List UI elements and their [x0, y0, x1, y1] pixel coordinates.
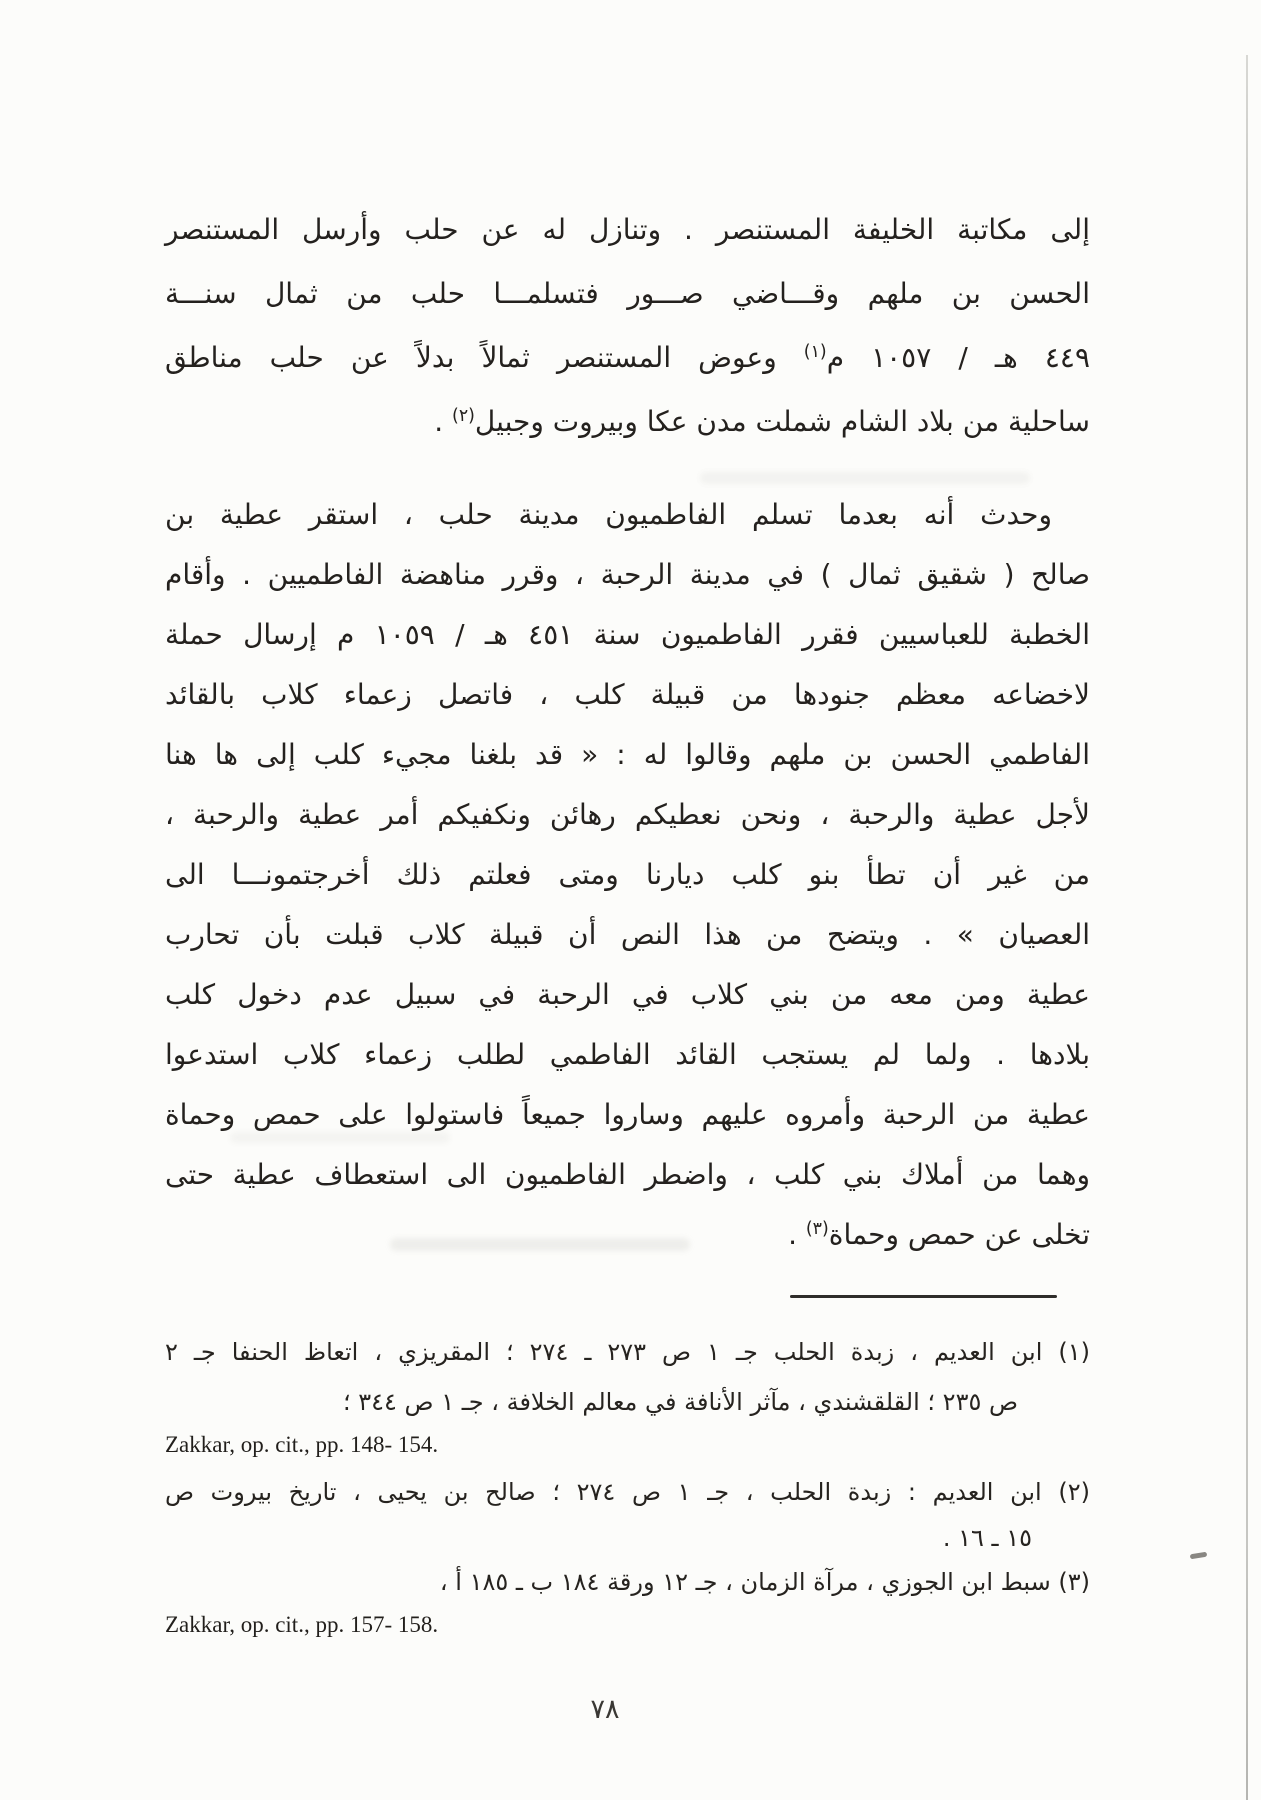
footnote-2-line-1: (٢) ابن العديم : زبدة الحلب ، جـ ١ ص ٢٧٤ ؛ صالح بن يحيى ، تاريخ بيروت ص [165, 1478, 1091, 1506]
body-line [165, 605, 1090, 665]
body-line [165, 390, 1090, 454]
scan-speck-artifact [1190, 1552, 1208, 1560]
body-line-text: لاخضاعه معظم جنودها من قبيلة كلب ، فاتصل زعماء كلاب بالقائد [165, 678, 1090, 711]
body-line [165, 665, 1090, 725]
body-line-text: وحدث أنه بعدما تسلم الفاطميون مدينة حلب ، استقر عطية بن [165, 498, 1052, 531]
body-line-text: ساحلية من بلاد الشام شملت مدن عكا وبيروت وجبيل [474, 405, 1090, 438]
body-line-text: وعوض المستنصر ثمالاً بدلاً عن حلب مناطق [165, 341, 804, 374]
body-line-text: من غير أن تطأ بنو كلب ديارنا ومتى فعلتم ذلك أخرجتمونـــا الى [165, 858, 1090, 891]
body-line-text: العصيان » . ويتضح من هذا النص أن قبيلة كلاب قبلت بأن تحارب [165, 918, 1090, 951]
body-line-text: عطية من الرحبة وأمروه عليهم وساروا جميعاً فاستولوا على حمص وحماة [165, 1098, 1090, 1131]
body-line [165, 485, 1090, 545]
paragraph-1 [165, 198, 1090, 454]
scan-bleedthrough-smudge [700, 472, 1030, 484]
body-line-text: الحسن بن ملهم وقـــاضي صـــور فتسلمـــا حلب من ثمال سنـــة [165, 277, 1090, 310]
body-line-text: الفاطمي الحسن بن ملهم وقالوا له : « قد بلغنا مجيء كلب إلى ها هنا [165, 738, 1090, 771]
body-line [165, 1025, 1090, 1085]
body-line [165, 545, 1090, 605]
body-line-text: . [434, 405, 453, 438]
page-number: ٧٨ [590, 1694, 620, 1725]
body-line-text: تخلى عن حمص وحماة [828, 1218, 1090, 1251]
footnote-ref-1: (١) [803, 342, 827, 362]
footnote-3-line-1: (٣) سبط ابن الجوزي ، مرآة الزمان ، جـ ١٢ ورقة ١٨٤ ب ـ ١٨٥ أ ، [439, 1568, 1090, 1596]
footnote-ref-2: (٢) [452, 406, 475, 426]
footnote-3-latin-reference: Zakkar, op. cit., pp. 157- 158. [165, 1612, 439, 1637]
body-line-text: الخطبة للعباسيين فقرر الفاطميون سنة ٤٥١ هـ / ١٠٥٩ م إرسال حملة [165, 618, 1090, 651]
body-line [165, 1205, 1090, 1265]
body-line [165, 845, 1090, 905]
body-line [165, 905, 1090, 965]
scan-bleedthrough-smudge [230, 1132, 450, 1143]
body-line-text: وهما من أملاك بني كلب ، واضطر الفاطميون الى استعطاف عطية حتى [165, 1158, 1090, 1191]
body-line-text: صالح ( شقيق ثمال ) في مدينة الرحبة ، وقرر مناهضة الفاطميين . وأقام [165, 558, 1090, 591]
body-line-text: لأجل عطية والرحبة ، ونحن نعطيكم رهائن ونكفيكم أمر عطية والرحبة ، [165, 798, 1090, 831]
body-line-text: . [788, 1218, 806, 1251]
footnote-1-line-1: (١) ابن العديم ، زبدة الحلب جـ ١ ص ٢٧٣ ـ ٢٧٤ ؛ المقريزي ، اتعاظ الحنفا جـ ٢ [165, 1338, 1090, 1366]
paragraph-2 [165, 485, 1090, 1265]
body-line [165, 1145, 1090, 1205]
body-line-text: إلى مكاتبة الخليفة المستنصر . وتنازل له عن حلب وأرسل المستنصر [165, 213, 1090, 246]
footnote-1-line-2: ص ٢٣٥ ؛ القلقشندي ، مآثر الأنافة في معالم الخلافة ، جـ ١ ص ٣٤٤ ؛ [342, 1388, 1018, 1416]
scan-bleedthrough-smudge [390, 1238, 690, 1251]
footnote-2-line-2: ١٥ ـ ١٦ . [942, 1524, 1032, 1552]
body-line [165, 785, 1090, 845]
body-line-text: عطية ومن معه من بني كلاب في الرحبة في سبيل عدم دخول كلب [165, 978, 1090, 1011]
footnote-ref-3: (٣) [805, 1219, 829, 1239]
body-line [165, 725, 1090, 785]
body-line [165, 262, 1090, 326]
scan-page-edge-line [1246, 55, 1248, 1800]
body-line-text: بلادها . ولما لم يستجب القائد الفاطمي لطلب زعماء كلاب استدعوا [165, 1038, 1090, 1071]
body-line-text: ٤٤٩ هـ / ١٠٥٧ م [826, 341, 1090, 374]
body-line [165, 326, 1090, 390]
body-line [165, 965, 1090, 1025]
body-line [165, 198, 1090, 262]
footnote-divider [790, 1295, 1057, 1298]
footnote-1-latin-reference: Zakkar, op. cit., pp. 148- 154. [165, 1432, 439, 1457]
